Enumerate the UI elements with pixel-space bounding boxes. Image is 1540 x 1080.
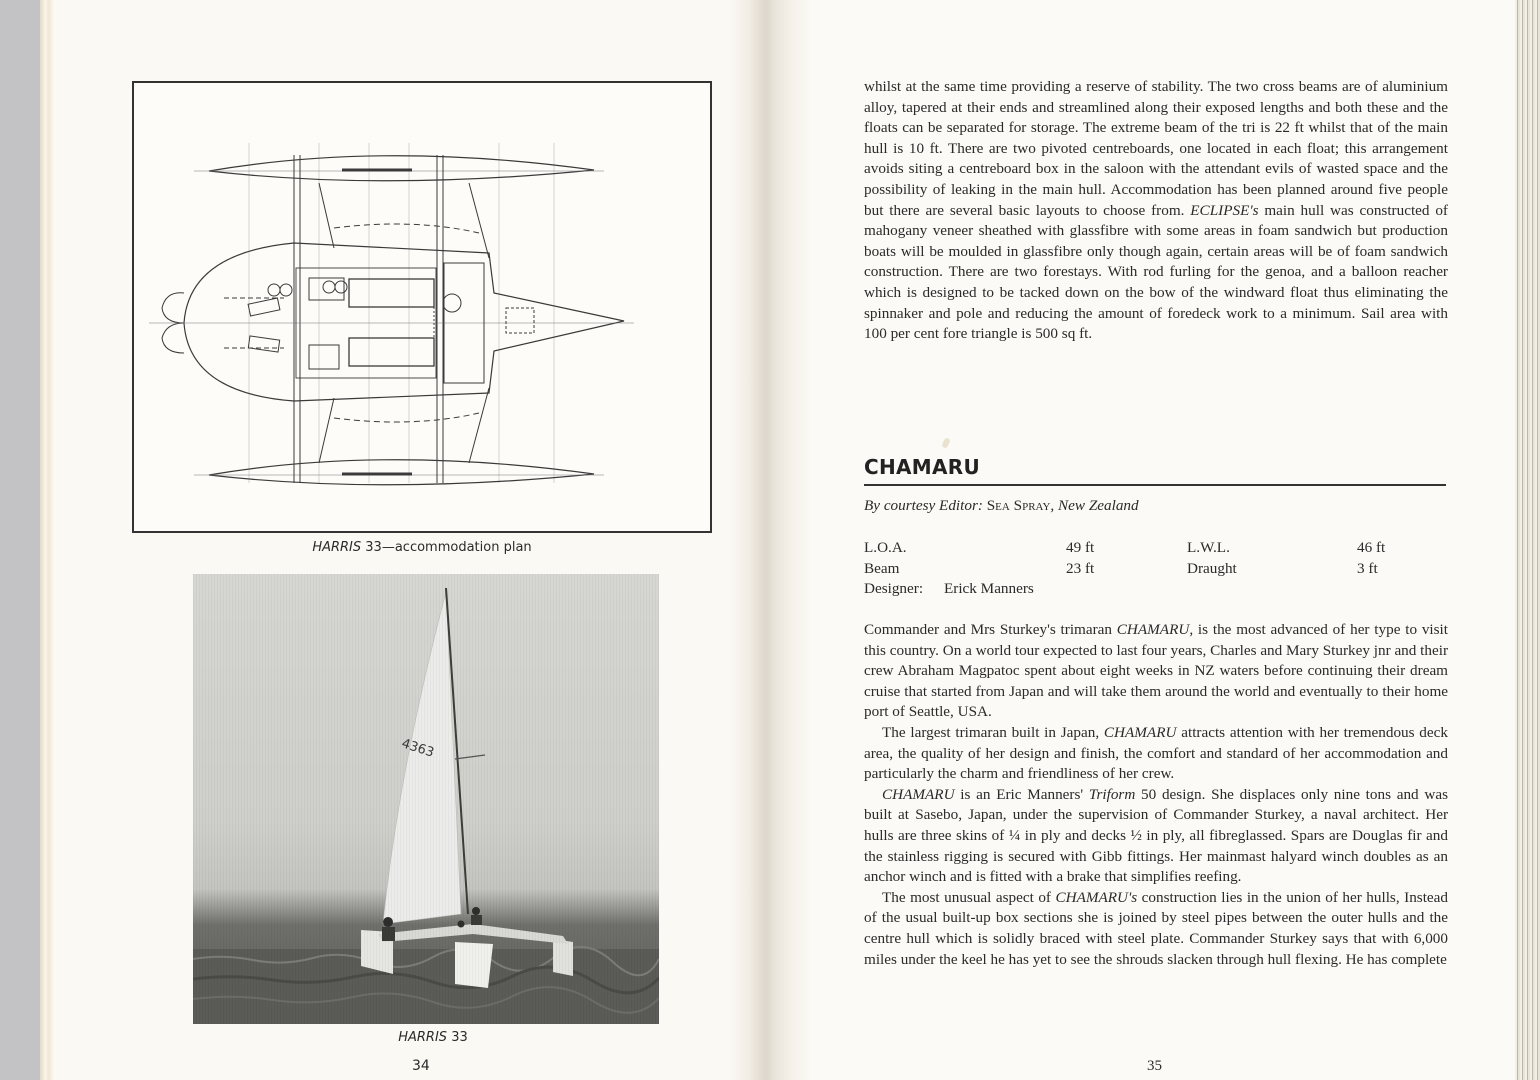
continued-paragraph: whilst at the same time providing a reserve of stability. The two cross beams are of aluminium alloy, tapered at their ends and streamlined along their exposed lengths and both these and the floats can be separated for storage. The extreme beam of the tri is 22 ft whilst that of the main hull is 10 ft. There are two pivoted centreboards, one located in each float; this arrangement avoids siting a centreboard box in the saloon with the attendant evils of wasted space and the possibility of leaking in the main hull. Accommodation has been planned around five people but there are several basic layouts to choose from. ECLIPSE's main hull was constructed of mahogany veneer sheathed with glassfibre with some areas in foam sandwich but production boats will be moulded in glassfibre only though again, certain areas will be of foam sandwich construction. There are two forestays. With rod furling for the genoa, and a balloon reacher which is designed to be tacked down on the bow of the windward float thus eliminating the spinnaker and pole and reducing the amount of foredeck work to a minimum. Sail area with 100 per cent fore triangle is 500 sq ft.: [864, 78, 1448, 343]
section-heading: CHAMARU: [864, 455, 981, 479]
accommodation-plan-figure: [132, 81, 712, 533]
page-edge-right: [1515, 0, 1540, 1080]
sailing-trimaran-illustration: [193, 574, 659, 1024]
trimaran-plan-drawing: [134, 83, 710, 531]
specifications-table: [864, 538, 1448, 600]
figure-caption-photo: HARRIS 33: [398, 1030, 468, 1045]
page-number-right: 35: [1147, 1058, 1162, 1074]
page-number-left: 34: [412, 1058, 430, 1074]
chamaru-article-body: [864, 620, 1448, 970]
spec-row: Beam 23 ft Draught 3 ft: [864, 559, 1378, 577]
designer-row: Designer: Erick Manners: [864, 580, 1034, 597]
courtesy-line: By courtesy Editor: Sea Spray, New Zealand: [864, 497, 1139, 514]
trimaran-photo: [193, 574, 659, 1024]
figure-caption-plan: HARRIS 33—accommodation plan: [312, 540, 532, 555]
article-paragraph: CHAMARU is an Eric Manners' Triform 50 design. She displaces only nine tons and was built at Sasebo, Japan, under the supervision of Commander Sturkey, a naval architect. Her hulls are three skins of ¼ in ply and decks ½ in ply, all fibreglassed. Spars are Douglas fir and the stainless rigging is secured with Gibb fittings. Her mainmast halyard winch doubles as an anchor winch and is fitted with a brake that simplifies reefing.: [864, 785, 1449, 886]
spec-row: L.O.A. 49 ft L.W.L. 46 ft: [864, 539, 1386, 556]
article-paragraph: The most unusual aspect of CHAMARU's construction lies in the union of her hulls, Instead of the usual built-up box sections she is joined by steel pipes between the outer hulls and the centre hull which is solidly braced with steel plate. Commander Sturkey says that with 6,000 miles under the keel he has yet to see the shrouds slacken through hull flexing. He has complete: [864, 888, 1448, 968]
heading-rule: [864, 484, 1446, 486]
article-paragraph: The largest trimaran built in Japan, CHAMARU attracts attention with her tremendous deck area, the quality of her design and finish, the comfort and standard of her accommodation and particularly the charm and friendliness of her crew.: [864, 723, 1448, 783]
article-paragraph: Commander and Mrs Sturkey's trimaran CHAMARU, is the most advanced of her type to visit this country. On a world tour expected to last four years, Charles and Mary Sturkey jnr and their crew Abraham Magpatoc spent about eight weeks in NZ waters before continuing their dream cruise that started from Japan and will take them around the world and eventually to their home port of Seattle, USA.: [864, 621, 1448, 721]
